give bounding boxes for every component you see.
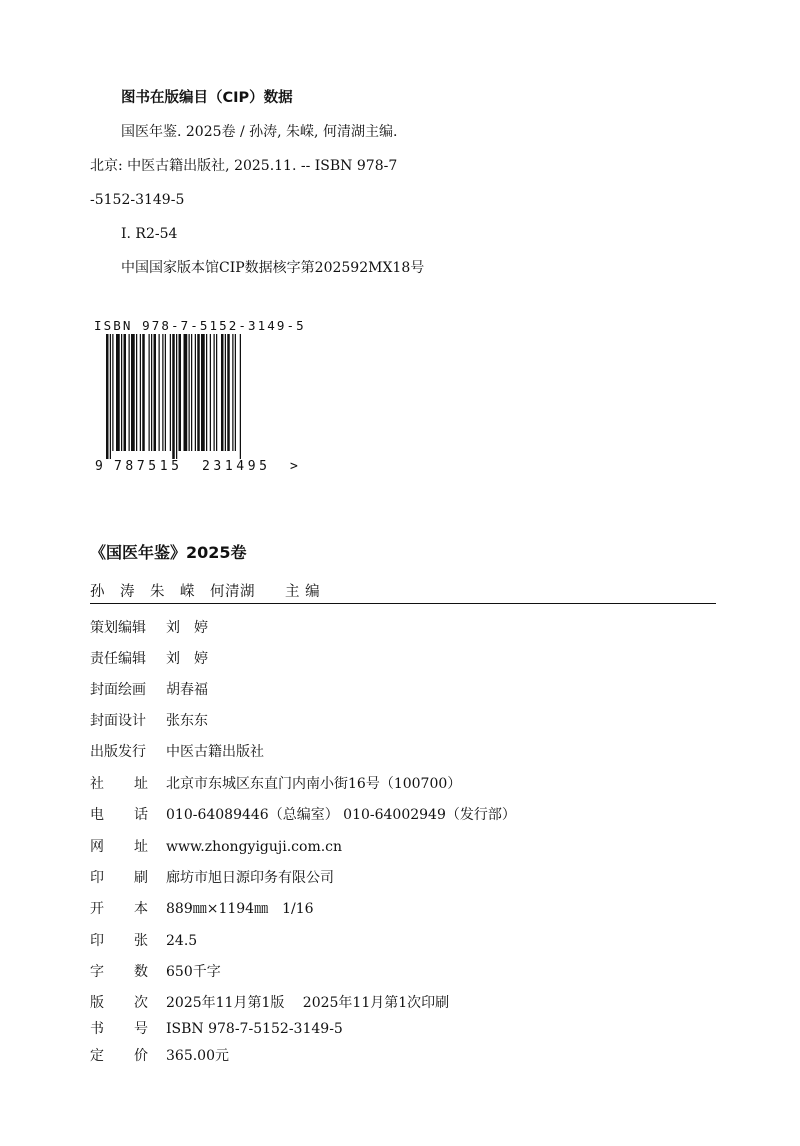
barcode-bar [214,334,215,451]
credit-label-char: 址 [134,776,148,792]
barcode-bar [240,334,241,459]
cip-line-5: 中国国家版本馆CIP数据核字第202592MX18号 [121,260,425,276]
credit-row [90,650,208,668]
credit-value: 胡春福 [166,682,208,698]
barcode-top-text: ISBN 978-7-5152-3149-5 [94,318,306,333]
credit-value: 010-64089446（总编室） 010-64002949（发行部） [166,807,516,823]
barcode-bar [232,334,233,451]
barcode-bar [210,334,211,451]
barcode-bar [142,334,145,451]
credit-row [90,1047,229,1065]
cip-heading: 图书在版编目（CIP）数据 [121,90,293,106]
barcode-bar [154,334,157,451]
credit-label-char: 话 [134,807,148,823]
barcode-bar [227,334,230,451]
barcode-bar [116,334,120,451]
book-editors: 孙 涛 朱 嵘 何清湖 主 编 [90,584,321,600]
credit-label [90,932,148,950]
barcode-bar [195,334,196,451]
credit-row [90,743,264,761]
barcode-bar [206,334,207,451]
barcode-bar [165,334,166,451]
credit-label-char: 开 [90,901,104,917]
credit-label-char: 价 [134,1048,148,1064]
credit-label [90,838,148,856]
barcode-bar [197,334,200,451]
barcode-bar [176,334,177,459]
cip-line-2: 北京: 中医古籍出版社, 2025.11. -- ISBN 978-7 [90,158,398,174]
credit-row [90,712,208,730]
credit-value: 889㎜×1194㎜ 1/16 [166,901,314,917]
barcode-bar [184,334,188,451]
credit-label [90,1047,148,1065]
credit-label-char: 版 [90,995,104,1011]
barcode-bar [179,334,182,451]
credit-label: 责任编辑 [90,651,146,667]
credit-label [90,994,148,1012]
credit-label [90,1020,148,1038]
barcode-digits-right: 231495 [202,459,271,474]
cip-line-3: -5152-3149-5 [90,192,185,208]
book-title: 《国医年鉴》2025卷 [90,543,247,562]
barcode-bar [112,334,113,451]
credit-label-char: 本 [134,901,148,917]
credit-label-char: 电 [90,807,104,823]
barcode-bar [221,334,224,451]
credit-label-char: 社 [90,776,104,792]
credit-row [90,838,342,856]
barcode-bar [110,334,111,459]
credit-label-char: 印 [90,933,104,949]
credit-label-char: 刷 [134,870,148,886]
barcode-bar [129,334,130,451]
credit-value: 中医古籍出版社 [166,744,264,760]
credit-label: 封面绘画 [90,682,146,698]
barcode-bar [131,334,135,451]
barcode-bar [140,334,141,451]
credit-row [90,963,221,981]
credit-value: 2025年11月第1版 2025年11月第1次印刷 [166,995,450,1011]
credit-row [90,681,208,699]
credit-row [90,806,516,824]
credit-label-char: 址 [134,839,148,855]
cip-line-1: 国医年鉴. 2025卷 / 孙涛, 朱嵘, 何清湖主编. [121,124,398,140]
credit-label-char: 定 [90,1048,104,1064]
cip-line-4: Ⅰ. R2-54 [121,226,178,242]
credit-value: 650千字 [166,964,221,980]
credit-label [90,963,148,981]
barcode-digits-left: 787515 [114,459,183,474]
credit-value: 北京市东城区东直门内南小街16号（100700） [166,776,462,792]
barcode-bar [151,334,152,451]
credit-label-char: 张 [134,933,148,949]
barcode-bar [121,334,122,451]
credit-value: 24.5 [166,933,198,949]
isbn-barcode [90,316,320,476]
barcode-bar [159,334,160,451]
credit-label [90,775,148,793]
credit-label [90,869,148,887]
barcode-digit-first: 9 [95,459,103,474]
barcode-bar [170,334,171,451]
credit-label: 策划编辑 [90,620,146,636]
barcode-bar [225,334,226,451]
credit-row [90,994,449,1012]
credit-label-char: 数 [134,964,148,980]
barcode-bar [162,334,163,451]
credit-label-char: 号 [134,1021,148,1037]
credit-label-char: 字 [90,964,104,980]
barcode-bar [201,334,205,451]
barcode-bar [149,334,150,451]
barcode-bar [216,334,217,451]
barcode-bar [124,334,127,451]
credit-row [90,932,197,950]
credit-label-char: 次 [134,995,148,1011]
credit-value: www.zhongyiguji.com.cn [166,839,343,855]
barcode-bar [189,334,190,451]
credit-label-char: 网 [90,839,104,855]
credit-value: 廊坊市旭日源印务有限公司 [166,870,334,886]
credit-row [90,869,334,887]
barcode-bar [136,334,137,451]
credit-row [90,900,314,918]
barcode-quiet-marker: > [290,459,298,474]
credit-value: 张东东 [166,713,208,729]
credit-row [90,1020,343,1038]
credit-label-char: 书 [90,1021,104,1037]
credit-label: 出版发行 [90,744,146,760]
credit-label [90,806,148,824]
barcode-bars [106,334,241,459]
credit-value: 刘 婷 [166,620,208,636]
credit-label: 封面设计 [90,713,146,729]
credit-value: 365.00元 [166,1048,229,1064]
credit-label [90,900,148,918]
barcode-bar [235,334,236,451]
barcode-bar [191,334,192,451]
credit-row [90,775,461,793]
barcode-bar [106,334,109,459]
divider-rule [90,603,716,604]
credit-value: ISBN 978-7-5152-3149-5 [166,1021,343,1037]
credit-value: 刘 婷 [166,651,208,667]
barcode-bar [172,334,175,459]
credit-row [90,619,208,637]
credit-label-char: 印 [90,870,104,886]
